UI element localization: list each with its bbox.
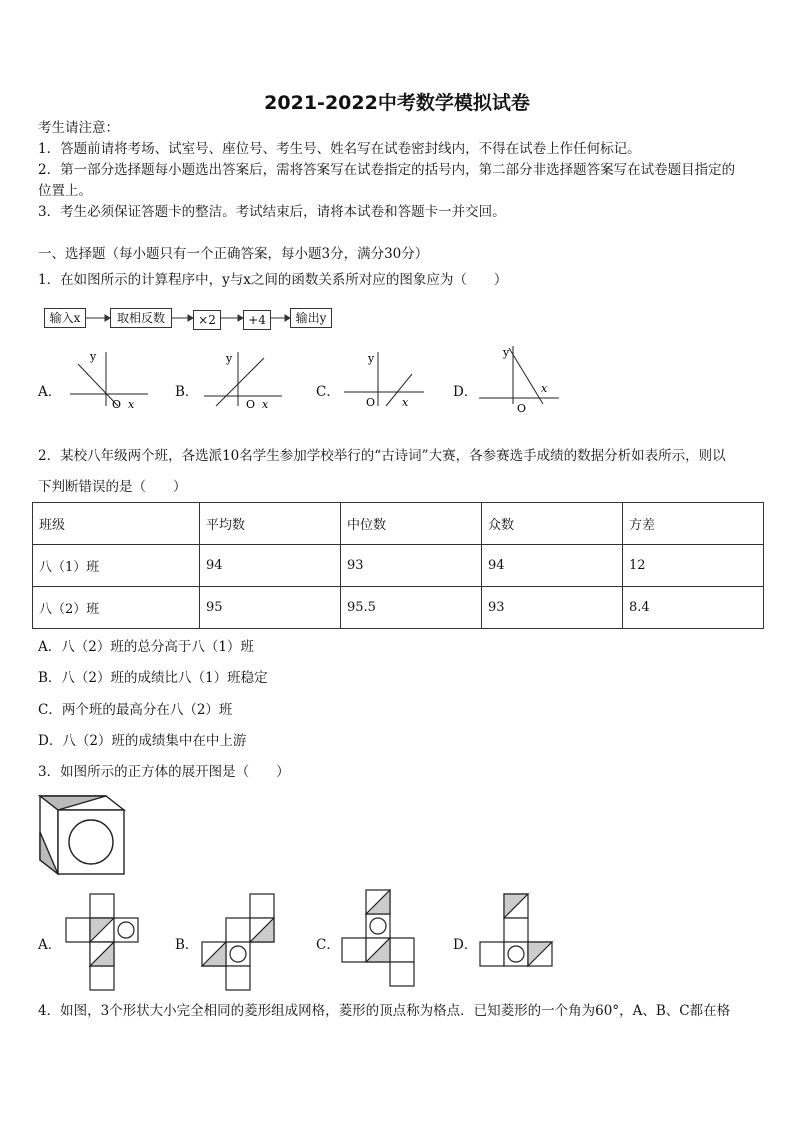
- page-title: 2021-2022中考数学模拟试卷: [264, 92, 530, 114]
- x-axis-label: x: [262, 398, 269, 411]
- table-cell: 八（1）班: [33, 545, 200, 587]
- origin-label: O: [112, 398, 122, 411]
- table-cell: 93: [482, 587, 623, 629]
- q2-option-a[interactable]: A．八（2）班的总分高于八（1）班: [38, 639, 254, 655]
- notice-item-3: 3．考生必须保证答题卡的整洁。考试结束后，请将本试卷和答题卡一并交回。: [38, 204, 506, 220]
- q1-stem: 1．在如图所示的计算程序中，y与x之间的函数关系所对应的图象应为（ ）: [38, 272, 508, 288]
- y-axis-label: y: [503, 346, 510, 359]
- q3-option-a-label[interactable]: A．: [38, 937, 62, 953]
- q1-option-d-label[interactable]: D．: [453, 384, 478, 400]
- q3-net-d[interactable]: [478, 892, 558, 992]
- q3-option-c-label[interactable]: C．: [316, 937, 340, 953]
- header-cell: 方差: [623, 503, 764, 545]
- flow-plus4-box: +4: [243, 310, 271, 330]
- table-cell: 93: [341, 545, 482, 587]
- table-cell: 八（2）班: [33, 587, 200, 629]
- flow-input-box: 输入x: [44, 308, 86, 328]
- table-row: [33, 545, 764, 587]
- flow-output-box: 输出y: [290, 308, 332, 328]
- q2-option-d[interactable]: D．八（2）班的成绩集中在中上游: [38, 733, 247, 749]
- q2-stem-line2: 下判断错误的是（ ）: [38, 479, 187, 495]
- q2-score-table: [32, 502, 764, 629]
- flow-negate-box: 取相反数: [110, 308, 172, 328]
- x-axis-label: x: [402, 396, 409, 409]
- notice-heading: 考生请注意：: [38, 120, 119, 136]
- q3-net-a[interactable]: [64, 892, 144, 992]
- header-cell: 平均数: [200, 503, 341, 545]
- header-cell: 众数: [482, 503, 623, 545]
- q2-option-b[interactable]: B．八（2）班的成绩比八（1）班稳定: [38, 670, 268, 686]
- flow-arrows: [84, 312, 294, 324]
- origin-label: O: [517, 402, 527, 415]
- table-cell: 95.5: [341, 587, 482, 629]
- y-axis-label: y: [368, 352, 375, 365]
- q3-cube-figure: [36, 792, 132, 884]
- notice-item-2: 2．第一部分选择题每小题选出答案后，需将答案写在试卷指定的括号内，第二部分非选择题答案写在试卷题目指定的: [38, 162, 736, 178]
- notice-item-1: 1．答题前请将考场、试室号、座位号、考生号、姓名写在试卷密封线内，不得在试卷上作任何标记。: [38, 141, 641, 157]
- flow-times2-box: ×2: [193, 310, 221, 330]
- q1-graph-c[interactable]: [340, 348, 430, 408]
- notice-item-2-cont: 位置上。: [38, 183, 92, 199]
- q1-option-c-label[interactable]: C．: [316, 384, 340, 400]
- origin-label: O: [246, 398, 256, 411]
- table-cell: 94: [200, 545, 341, 587]
- table-row: [33, 587, 764, 629]
- table-header-row: [33, 503, 764, 545]
- q3-option-b-label[interactable]: B．: [175, 937, 199, 953]
- table-cell: 95: [200, 587, 341, 629]
- q1-graph-d[interactable]: [475, 342, 565, 415]
- q1-graph-a[interactable]: [60, 348, 150, 411]
- q3-option-d-label[interactable]: D．: [453, 937, 478, 953]
- header-cell: 班级: [33, 503, 200, 545]
- x-axis-label: x: [128, 398, 135, 411]
- table-cell: 8.4: [623, 587, 764, 629]
- q1-option-a-label[interactable]: A．: [38, 384, 62, 400]
- section-heading: 一、选择题（每小题只有一个正确答案，每小题3分，满分30分）: [38, 246, 429, 262]
- header-cell: 中位数: [341, 503, 482, 545]
- q3-net-b[interactable]: [200, 892, 280, 992]
- q1-option-b-label[interactable]: B．: [175, 384, 199, 400]
- q2-option-c[interactable]: C．两个班的最高分在八（2）班: [38, 702, 233, 718]
- table-cell: 12: [623, 545, 764, 587]
- origin-label: O: [366, 396, 376, 409]
- y-axis-label: y: [90, 350, 97, 363]
- table-cell: 94: [482, 545, 623, 587]
- q2-stem-line1: 2．某校八年级两个班，各选派10名学生参加学校举行的“古诗词”大赛，各参赛选手成绩的数据分析如表所示，则以: [38, 448, 726, 464]
- y-axis-label: y: [226, 352, 233, 365]
- q3-net-c[interactable]: [340, 888, 420, 992]
- q1-graph-b[interactable]: [198, 348, 288, 411]
- q4-stem: 4．如图，3个形状大小完全相同的菱形组成网格，菱形的顶点称为格点．已知菱形的一个角为60°，A、B、C都在格: [38, 1003, 731, 1019]
- x-axis-label: x: [541, 382, 548, 395]
- q3-stem: 3．如图所示的正方体的展开图是（ ）: [38, 764, 290, 780]
